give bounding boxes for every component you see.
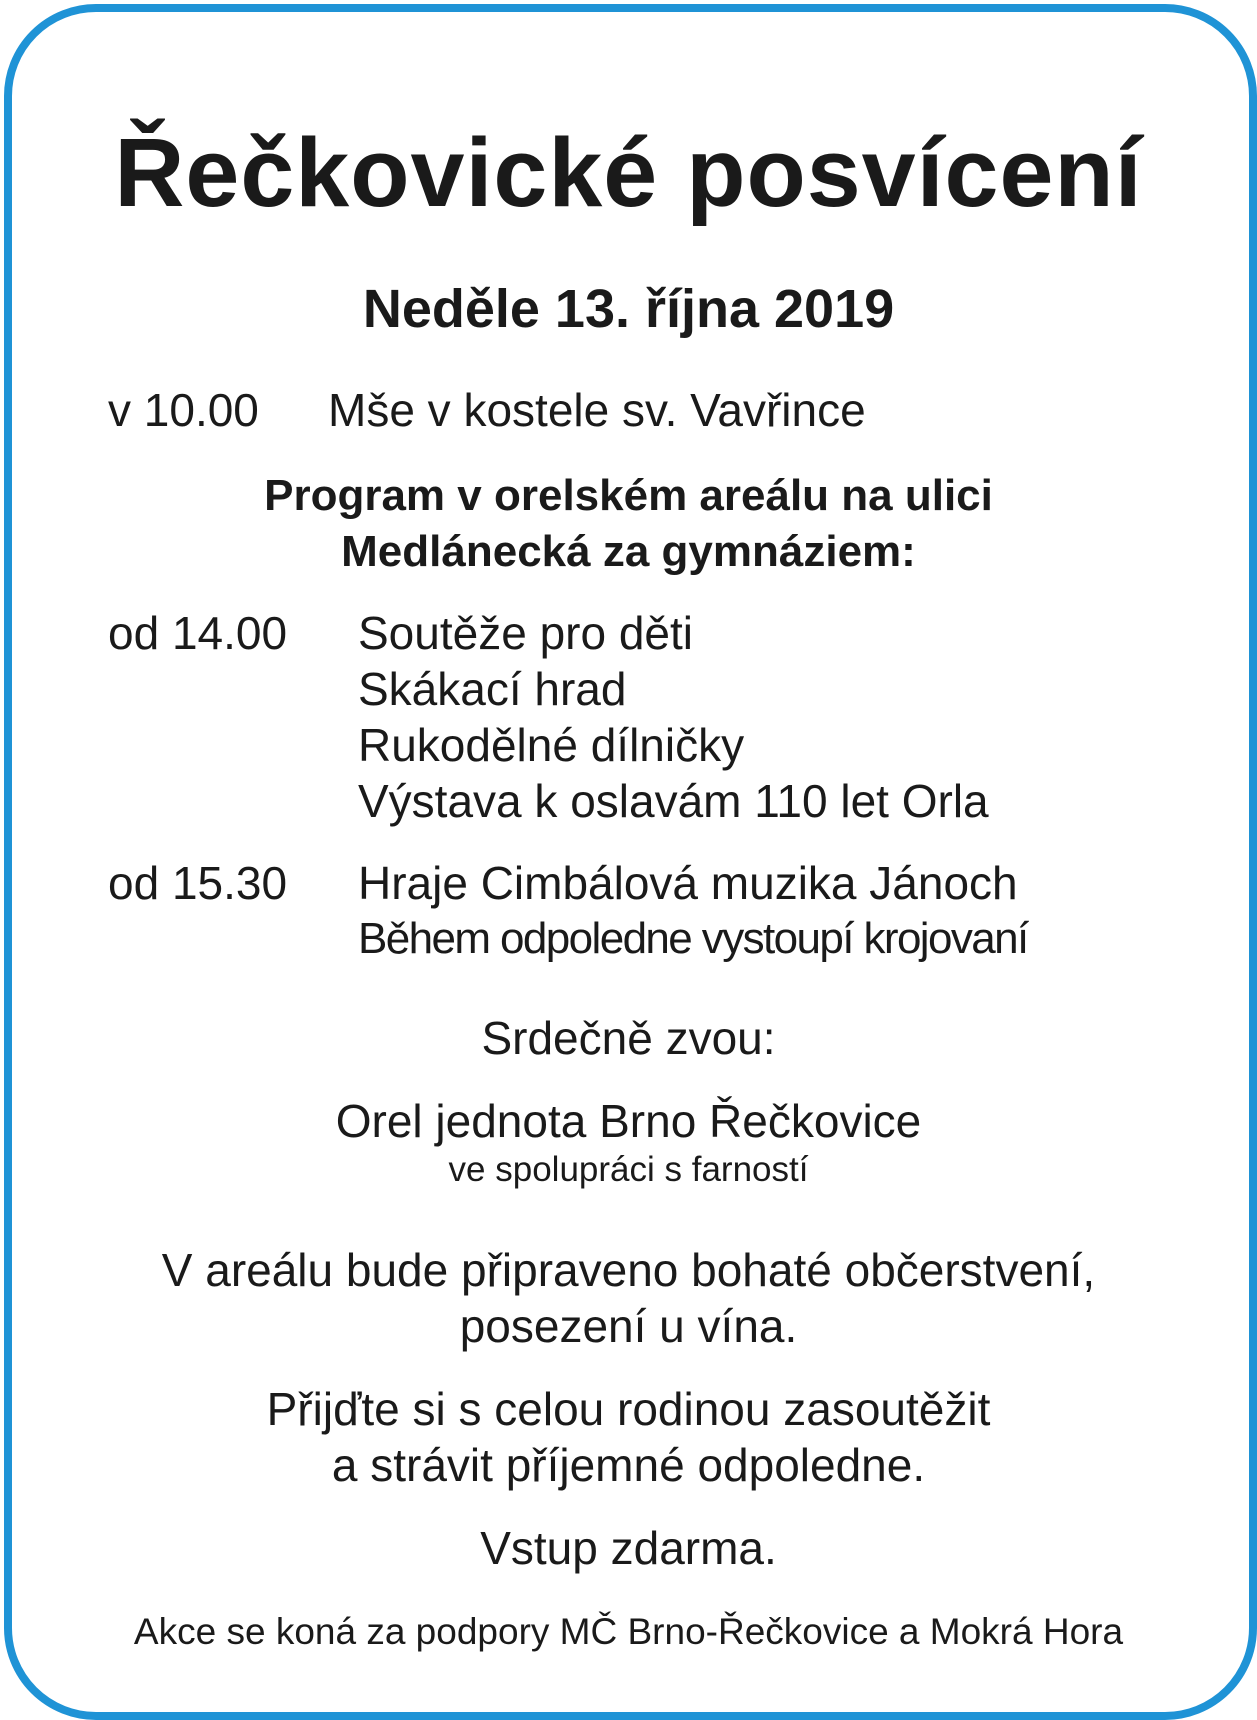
block-2-item-1: Hraje Cimbálová muzika Jánoch	[358, 857, 1018, 909]
program-heading	[0, 468, 1257, 580]
refreshments-line-1: V areálu bude připraveno bohaté občerstvení,	[161, 1244, 1096, 1296]
block-1-item-3: Rukodělné dílničky	[358, 719, 745, 771]
event-date: Neděle 13. října 2019	[362, 279, 895, 339]
block-1-item-2: Skákací hrad	[358, 663, 627, 715]
block-2-item-2: Během odpoledne vystoupí krojovaní	[358, 914, 1028, 963]
family-paragraph	[0, 1381, 1257, 1493]
program-heading-line-1: Program v orelském areálu na ulici	[264, 471, 993, 520]
block-time-1: od 14.00	[108, 607, 288, 659]
family-line-2: a strávit příjemné odpoledne.	[331, 1439, 926, 1491]
family-line-1: Přijďte si s celou rodinou zasoutěžit	[266, 1383, 991, 1435]
block-1-item-1: Soutěže pro děti	[358, 607, 694, 659]
mass-description: Mše v kostele sv. Vavřince	[328, 384, 866, 436]
block-time-2: od 15.30	[108, 857, 288, 909]
organizer-subtitle: ve spolupráci s farností	[448, 1150, 809, 1189]
refreshments-line-2: posezení u vína.	[459, 1300, 798, 1352]
refreshments-paragraph	[0, 1242, 1257, 1354]
block-items-2	[358, 855, 1028, 967]
mass-time: v 10.00	[108, 384, 259, 436]
poster-title: Řečkovické posvícení	[114, 118, 1143, 227]
block-1-item-4: Výstava k oslavám 110 let Orla	[358, 775, 989, 827]
invite-text: Srdečně zvou:	[481, 1012, 776, 1064]
program-heading-line-2: Medlánecká za gymnáziem:	[341, 527, 916, 576]
footer-sponsor: Akce se koná za podpory MČ Brno-Řečkovice a Mokrá Hora	[133, 1611, 1124, 1652]
block-items-1	[358, 605, 989, 829]
organizer-name: Orel jednota Brno Řečkovice	[335, 1095, 922, 1147]
entry-text: Vstup zdarma.	[480, 1522, 777, 1574]
